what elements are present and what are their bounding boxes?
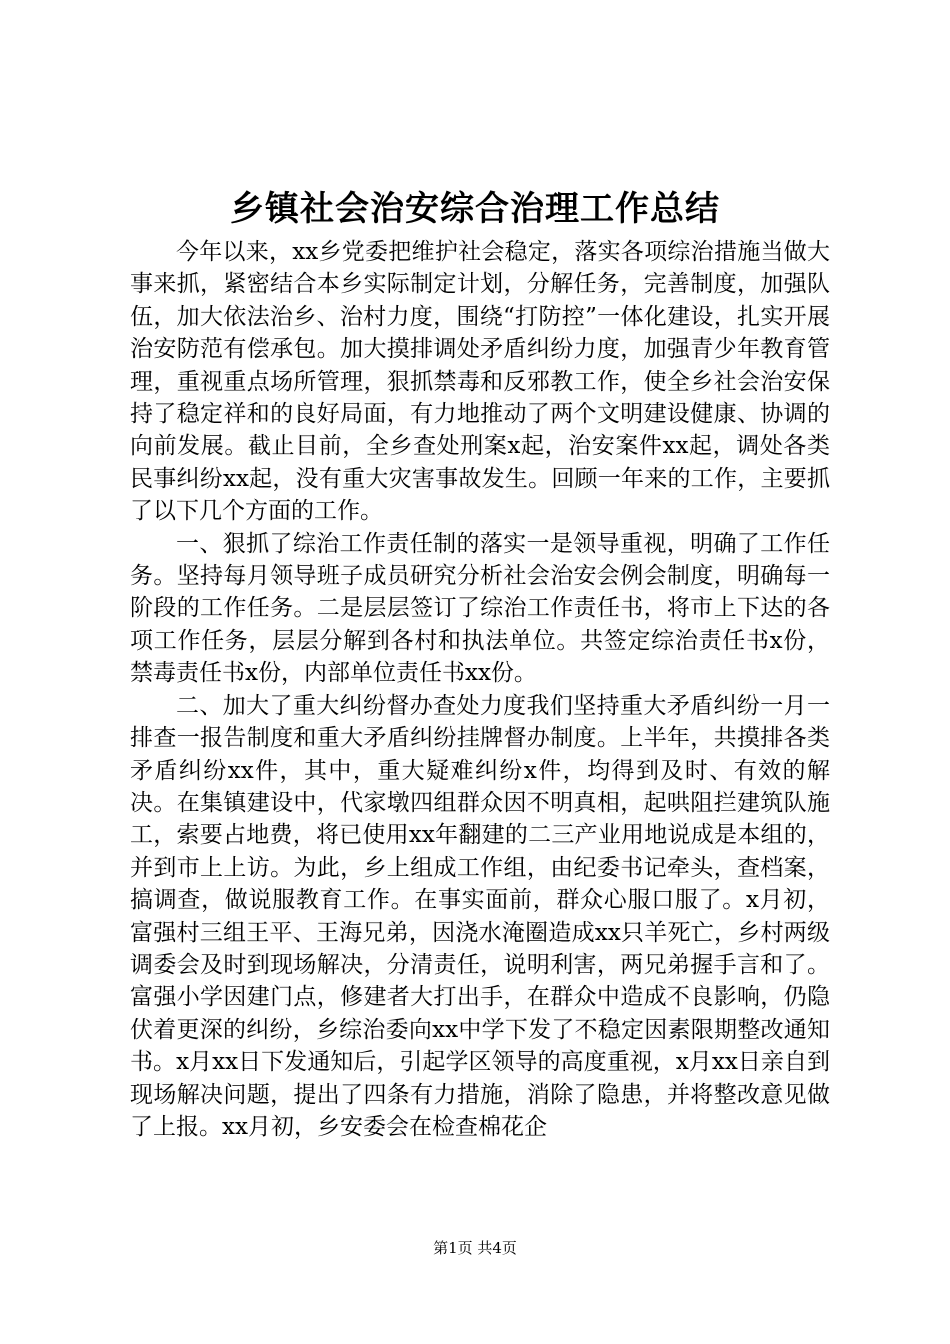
document-body (130, 236, 830, 1143)
paragraph-section-2: 二、加大了重大纠纷督办查处力度我们坚持重大矛盾纠纷一月一排查一报告制度和重大矛盾纠纷挂牌督办制度。上半年，共摸排各类矛盾纠纷xx件，其中，重大疑难纠纷x件，均得到及时、有效的解决。在集镇建设中，代家墩四组群众因不明真相，起哄阻拦建筑队施工，索要占地费，将已使用xx年翻建的二三产业用地说成是本组的，并到市上上访。为此，乡上组成工作组，由纪委书记牵头，查档案，搞调查，做说服教育工作。在事实面前，群众心服口服了。x月初，富强村三组王平、王海兄弟，因浇水淹圈造成xx只羊死亡，乡村两级调委会及时到现场解决，分清责任，说明利害，两兄弟握手言和了。富强小学因建门点，修建者大打出手，在群众中造成不良影响，仍隐伏着更深的纠纷，乡综治委向xx中学下发了不稳定因素限期整改通知书。x月xx日下发通知后，引起学区领导的高度重视，x月xx日亲自到现场解决问题，提出了四条有力措施，消除了隐患，并将整改意见做了上报。xx月初，乡安委会在检查棉花企 (130, 692, 830, 1140)
page-number-footer: 第1页 共4页 (433, 1239, 517, 1257)
paragraph-intro: 今年以来，xx乡党委把维护社会稳定，落实各项综治措施当做大事来抓，紧密结合本乡实际制定计划，分解任务，完善制度，加强队伍，加大依法治乡、治村力度，围绕“打防控”一体化建设，扎实开展治安防范有偿承包。加大摸排调处矛盾纠纷力度，加强青少年教育管理，重视重点场所管理，狠抓禁毒和反邪教工作，使全乡社会治安保持了稳定祥和的良好局面，有力地推动了两个文明建设健康、协调的向前发展。截止目前，全乡查处刑案x起，治安案件xx起，调处各类民事纠纷xx起，没有重大灾害事故发生。回顾一年来的工作，主要抓了以下几个方面的工作。 (130, 239, 830, 525)
document-title: 乡镇社会治安综合治理工作总结 (230, 189, 720, 229)
paragraph-section-1: 一、狠抓了综治工作责任制的落实一是领导重视，明确了工作任务。坚持每月领导班子成员研究分析社会治安会例会制度，明确每一阶段的工作任务。二是层层签订了综治工作责任书，将市上下达的各项工作任务，层层分解到各村和执法单位。共签定综治责任书x份，禁毒责任书x份，内部单位责任书xx份。 (130, 530, 830, 687)
